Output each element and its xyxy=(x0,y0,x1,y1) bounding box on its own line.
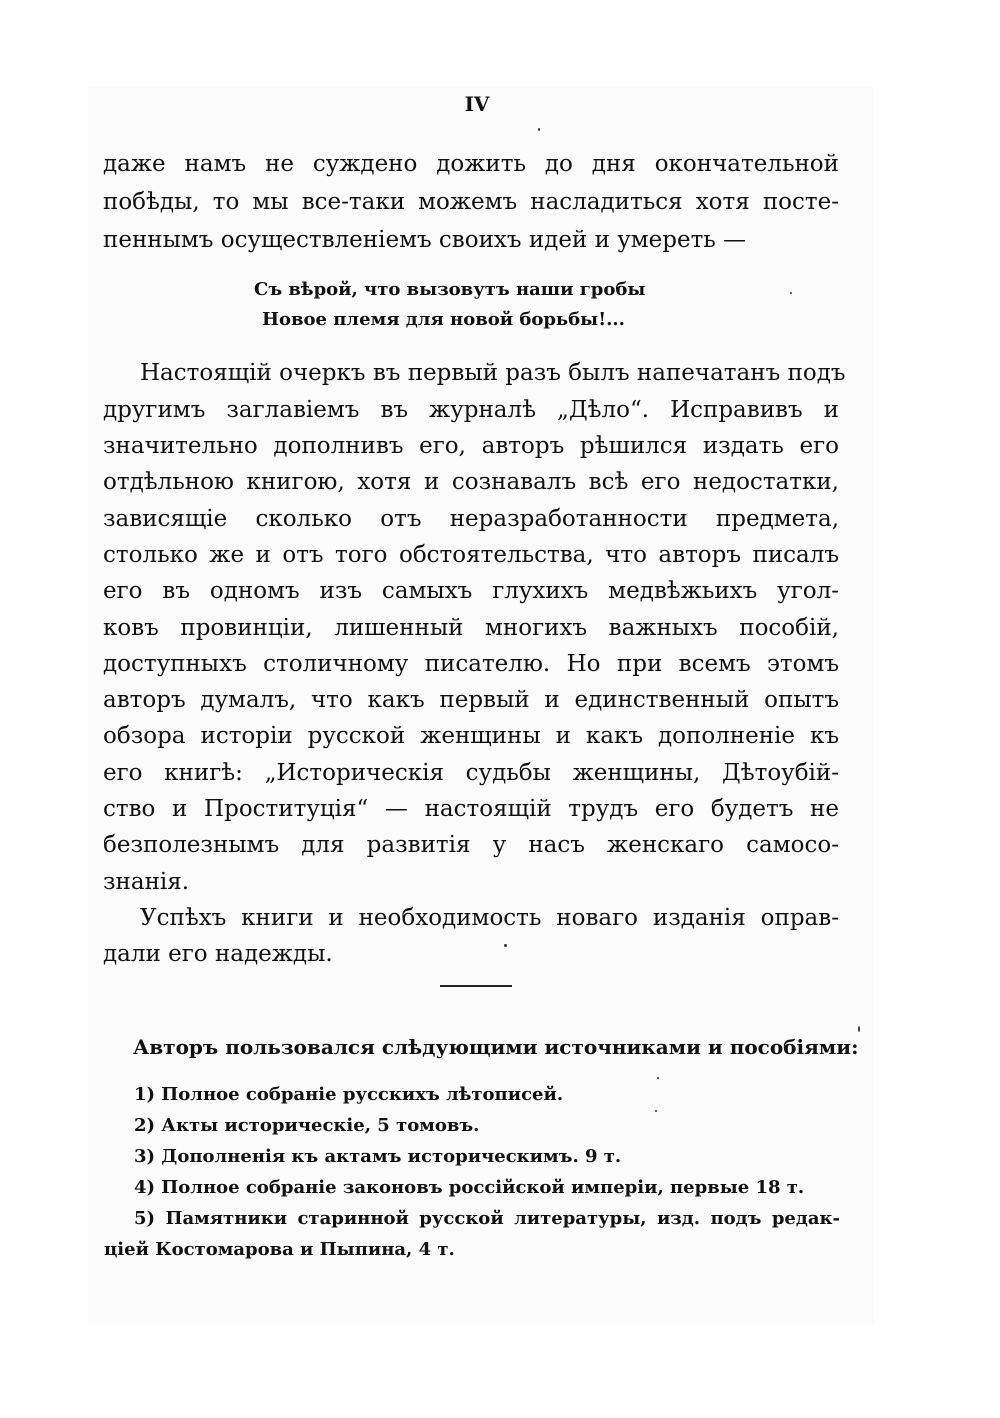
source-item: 4) Полное собраніе законовъ россійской имперіи, первые 18 т. xyxy=(134,1177,805,1198)
verse-line: Съ вѣрой, что вызовутъ наши гробы xyxy=(254,279,646,300)
text-line: другимъ заглавіемъ въ журналѣ „Дѣло“. Исправивъ и xyxy=(103,397,839,423)
source-item: 2) Акты историческіе, 5 томовъ. xyxy=(134,1115,480,1136)
sources-heading: Авторъ пользовался слѣдующими источниками и пособіями: xyxy=(133,1035,859,1059)
text-line: его книгѣ: „Историческія судьбы женщины, Дѣтоубій- xyxy=(103,760,839,786)
text-line: ковъ провинціи, лишенный многихъ важныхъ пособій, xyxy=(103,615,839,641)
text-line: побѣды, то мы все-таки можемъ насладиться хотя посте- xyxy=(103,189,839,215)
text-line: ство и Проституція“ — настоящій трудъ его будетъ не xyxy=(103,796,839,822)
text-line: Настоящій очеркъ въ первый разъ былъ напечатанъ подъ xyxy=(140,360,846,386)
page-number: IV xyxy=(464,92,490,116)
text-line: его въ одномъ изъ самыхъ глухихъ медвѣжьихъ угол- xyxy=(103,578,839,604)
text-line: знанія. xyxy=(103,869,190,895)
scan-speck xyxy=(655,1110,657,1112)
text-line: Успѣхъ книги и необходимость новаго изданія оправ- xyxy=(140,905,839,931)
text-line: значительно дополнивъ его, авторъ рѣшился издать его xyxy=(103,433,839,459)
scan-speck xyxy=(858,1026,860,1032)
verse-line: Новое племя для новой борьбы!... xyxy=(262,309,625,330)
text-line: зависящіе сколько отъ неразработанности предмета, xyxy=(103,506,839,532)
text-line: безполезнымъ для развитія у насъ женскаго самосо- xyxy=(103,832,839,858)
source-item: 5) Памятники старинной русской литературы, изд. подъ редак- xyxy=(134,1208,840,1229)
text-line: пеннымъ осуществленіемъ своихъ идей и умереть — xyxy=(103,227,747,253)
text-line: дали его надежды. xyxy=(103,941,333,967)
section-divider xyxy=(440,985,512,987)
text-line: доступныхъ столичному писателю. Но при всемъ этомъ xyxy=(103,651,839,677)
text-line: столько же и отъ того обстоятельства, что авторъ писалъ xyxy=(103,542,839,568)
text-line: даже намъ не суждено дожить до дня окончательной xyxy=(103,151,839,177)
text-line: обзора исторіи русской женщины и какъ дополненіе къ xyxy=(103,723,839,749)
text-line: авторъ думалъ, что какъ первый и единственный опытъ xyxy=(103,687,839,713)
text-line: отдѣльною книгою, хотя и сознавалъ всѣ его недостатки, xyxy=(103,469,839,495)
scan-speck xyxy=(657,1077,659,1079)
source-item: ціей Костомарова и Пыпина, 4 т. xyxy=(104,1239,455,1260)
source-item: 1) Полное собраніе русскихъ лѣтописей. xyxy=(134,1084,564,1105)
scan-speck xyxy=(790,292,792,294)
scan-speck xyxy=(538,128,540,131)
source-item: 3) Дополненія къ актамъ историческимъ. 9 т. xyxy=(134,1146,622,1167)
scan-speck xyxy=(504,944,507,947)
